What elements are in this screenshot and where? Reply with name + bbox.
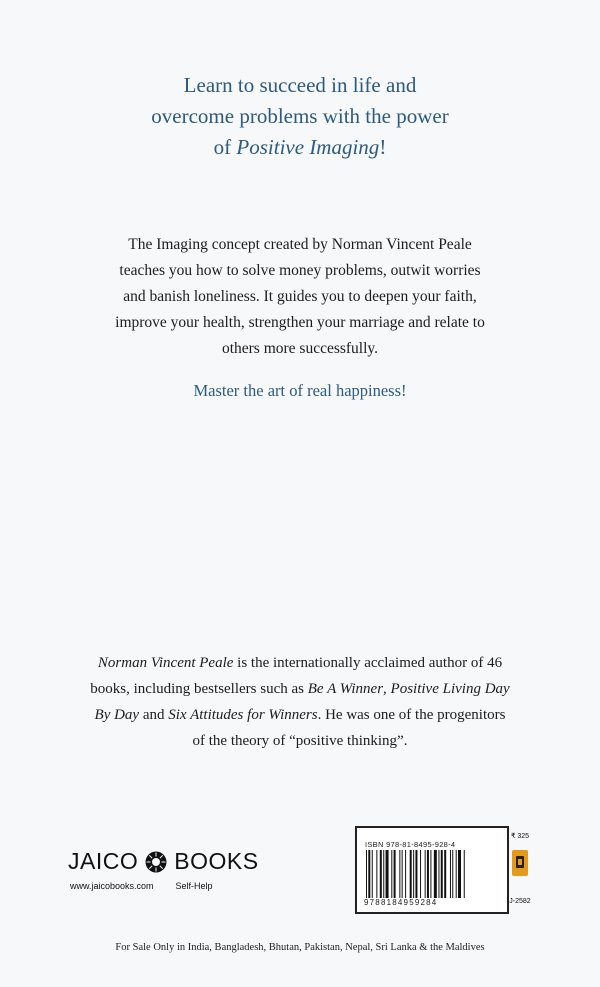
publisher-website: www.jaicobooks.com [70, 881, 154, 891]
author-name: Norman Vincent Peale [97, 655, 234, 671]
tagline-line-3-suffix: ! [379, 135, 387, 159]
barcode [355, 826, 509, 914]
publisher-info [70, 881, 259, 891]
blurb-line: others more successfully. [221, 340, 379, 357]
blurb-line: teaches you how to solve money problems, outwit worries [119, 262, 481, 279]
book-category: Self-Help [175, 881, 213, 891]
bio-text-4: . He was one of the progenitors [317, 707, 506, 723]
tagline-line-3-prefix: of [213, 135, 237, 159]
barcode-bars [364, 850, 500, 898]
publisher-name-right: BOOKS [174, 848, 259, 874]
ean-digits: 9788184959284 [364, 898, 438, 907]
book-title-positive-living-day: Positive Living Day [390, 681, 510, 697]
bio-line-2 [0, 676, 600, 702]
catalog-code: J-2582 [509, 898, 531, 905]
blurb-line: and banish loneliness. It guides you to deepen your faith, [123, 288, 477, 305]
bio-line-1 [0, 650, 600, 676]
blurb [0, 232, 600, 362]
bio-separator: , [383, 681, 391, 697]
price: ₹ 325 [510, 833, 530, 840]
bio-line-4: of the theory of “positive thinking”. [192, 733, 408, 749]
sun-emblem-icon [145, 851, 167, 873]
isbn-label: ISBN 978-81-8495-928-4 [365, 840, 456, 849]
sale-territory-note: For Sale Only in India, Bangladesh, Bhutan, Pakistan, Nepal, Sri Lanka & the Maldives [115, 942, 485, 953]
tagline-book-title: Positive Imaging [236, 135, 380, 159]
tagline-line-2: overcome problems with the power [151, 104, 449, 128]
bio-text-2: books, including bestsellers such as [90, 681, 308, 697]
publisher-name-left: JAICO [68, 848, 139, 874]
jaico-badge-icon [512, 850, 528, 876]
publisher-logo [68, 848, 259, 891]
master-line: Master the art of real happiness! [193, 381, 407, 400]
price-panel [508, 830, 532, 905]
tagline [0, 70, 600, 163]
bio-line-3 [0, 702, 600, 728]
bio-text-3: and [139, 707, 169, 723]
tagline-line-3 [0, 132, 600, 163]
book-title-be-a-winner: Be A Winner [307, 681, 384, 697]
blurb-line: improve your health, strengthen your marriage and relate to [115, 314, 485, 331]
book-title-by-day: By Day [94, 707, 140, 723]
tagline-line-1: Learn to succeed in life and [183, 73, 417, 97]
blurb-line: The Imaging concept created by Norman Vincent Peale [128, 236, 472, 253]
book-title-six-attitudes: Six Attitudes for Winners [168, 707, 318, 723]
publisher-name [68, 848, 259, 875]
author-bio [0, 650, 600, 754]
bio-text-1: is the internationally acclaimed author of 46 [233, 655, 503, 671]
